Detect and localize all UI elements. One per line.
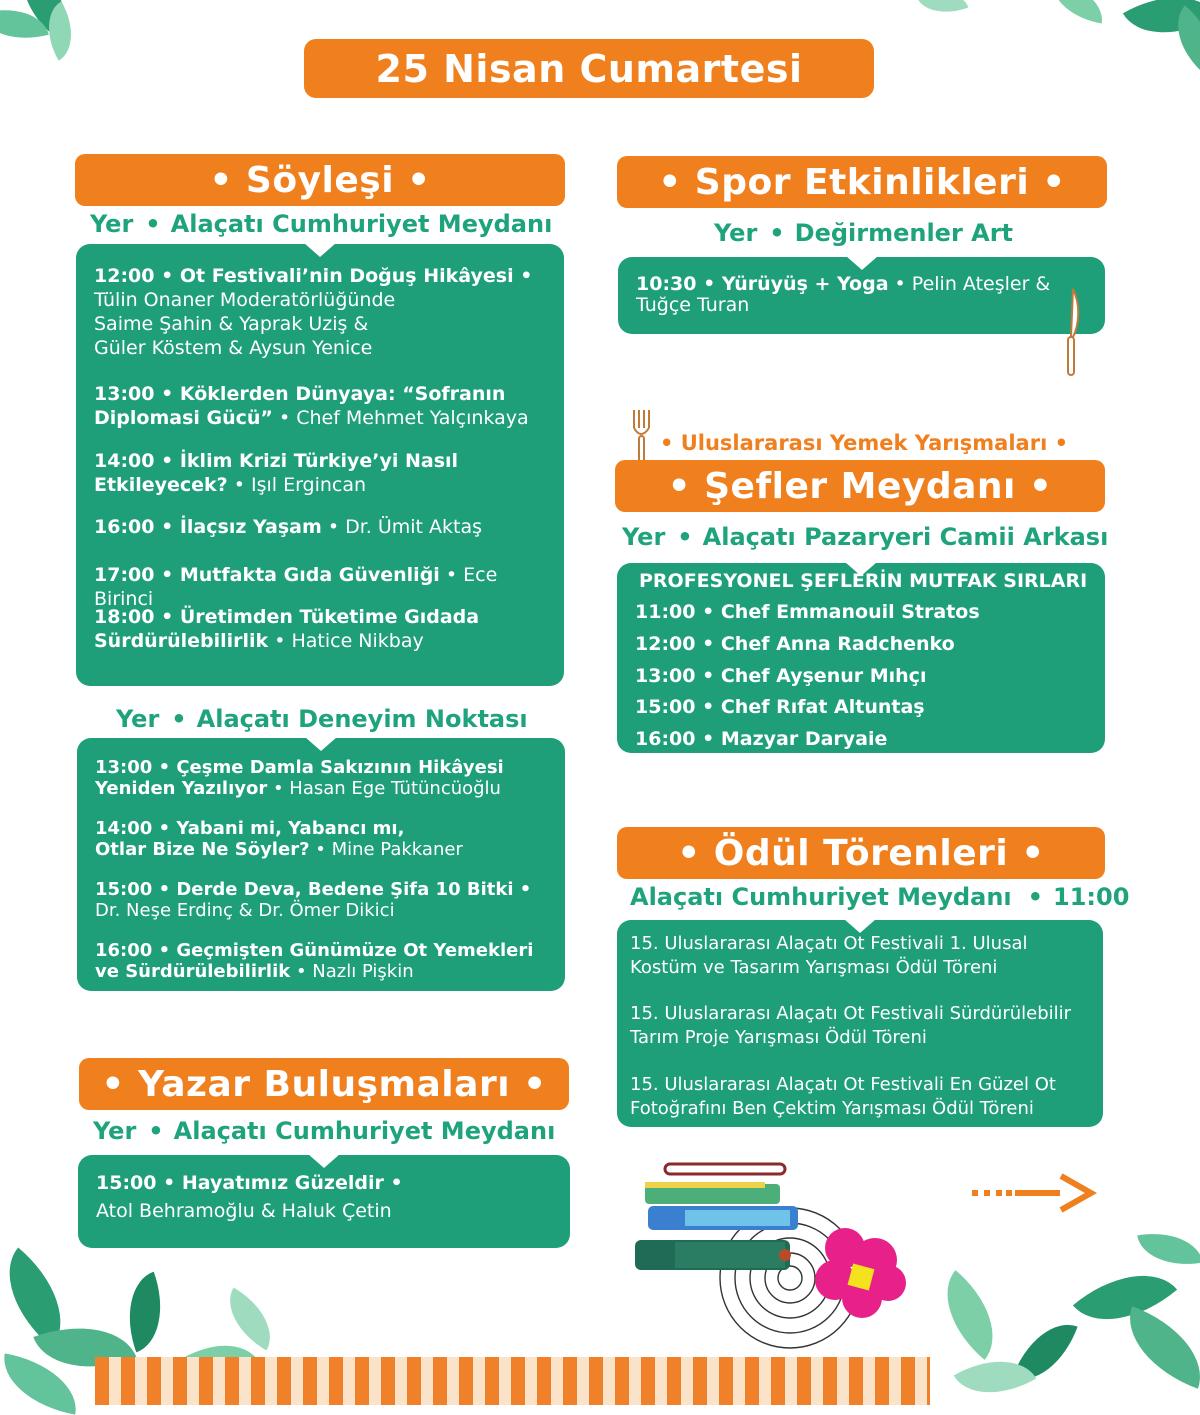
entry-speaker: Tülin Onaner Moderatörlüğünde Saime Şahin & Yaprak Uziş & Güler Köstem & Aysun Yenice <box>94 289 396 359</box>
box-notch <box>846 256 878 270</box>
schedule-entry <box>94 449 554 497</box>
entry-title: 15:00 • Hayatımız Güzeldir • <box>96 1172 403 1194</box>
sefler-subtitle: • Uluslararası Yemek Yarışmaları • <box>660 431 1069 455</box>
entry-speaker: • Nazlı Pişkin <box>290 961 414 982</box>
entry-speaker: • Hasan Ege Tütüncüoğlu <box>267 778 501 799</box>
box-notch <box>305 737 337 751</box>
soylesi-banner <box>75 154 565 206</box>
entry-speaker: • Pelin Ateşler & Tuğçe Turan <box>636 273 1051 316</box>
sefler-location: Yer • Alaçatı Pazaryeri Camii Arkası <box>622 523 1109 551</box>
entry-speaker: • Dr. Ümit Aktaş <box>321 516 483 538</box>
page-title: 25 Nisan Cumartesi <box>375 46 803 91</box>
sefler-title: • Şefler Meydanı • <box>667 465 1053 507</box>
entry-speaker: • Chef Mehmet Yalçınkaya <box>272 407 529 429</box>
location-label: Yer <box>90 210 134 238</box>
location-time: 11:00 <box>1053 883 1130 911</box>
location-place: Alaçatı Cumhuriyet Meydanı <box>173 1117 556 1145</box>
entry-title: 10:30 • Yürüyüş + Yoga <box>636 273 889 295</box>
location-label: Yer <box>622 523 666 551</box>
odul-banner <box>617 827 1105 879</box>
spor-title: • Spor Etkinlikleri • <box>658 161 1066 203</box>
yazar-location: Yer • Alaçatı Cumhuriyet Meydanı <box>93 1117 556 1145</box>
books-flower-illustration <box>630 1158 910 1358</box>
box-notch <box>304 243 336 257</box>
entry-title: 18:00 • Üretimden Tüketime Gıdada Sürdürülebilirlik <box>94 606 480 652</box>
location-place: Alaçatı Cumhuriyet Meydanı <box>630 883 1012 911</box>
odul-title: • Ödül Törenleri • <box>677 832 1045 874</box>
location-place: Değirmenler Art <box>794 219 1014 247</box>
entry-speaker: Atol Behramoğlu & Haluk Çetin <box>96 1200 392 1222</box>
spor-location: Yer • Değirmenler Art <box>714 219 1014 247</box>
schedule-entry: 15:00 • Chef Rıfat Altuntaş <box>635 696 925 718</box>
soylesi-title: • Söyleşi • <box>209 159 431 201</box>
date-header-banner <box>304 39 874 98</box>
schedule-entry <box>95 757 555 799</box>
schedule-entry: 13:00 • Chef Ayşenur Mıhçı <box>635 665 927 687</box>
entry-speaker: • Işıl Ergincan <box>227 474 367 496</box>
striped-ground-decoration <box>95 1357 930 1405</box>
award-entry: 15. Uluslararası Alaçatı Ot Festivali Sürdürülebilir Tarım Proje Yarışması Ödül Töreni <box>630 1003 1072 1048</box>
schedule-entry <box>95 818 555 860</box>
entry-speaker: • Ece Birinci <box>94 564 498 610</box>
entry-title: 17:00 • Mutfakta Gıda Güvenliği <box>94 564 440 586</box>
entry-speaker: • Hatice Nikbay <box>268 630 424 652</box>
yazar-schedule-box <box>78 1155 570 1248</box>
location-label: Yer <box>714 219 758 247</box>
entry-title: 14:00 • Yabani mi, Yabancı mı, Otlar Bize Ne Söyler? <box>95 818 405 860</box>
soylesi-location-1: Yer • Alaçatı Cumhuriyet Meydanı <box>90 210 553 238</box>
sefler-schedule-box <box>617 563 1105 753</box>
soylesi-location-2: Yer • Alaçatı Deneyim Noktası <box>116 705 528 733</box>
schedule-entry <box>94 605 554 653</box>
schedule-entry <box>95 879 555 921</box>
award-entry: 15. Uluslararası Alaçatı Ot Festivali 1. Ulusal Kostüm ve Tasarım Yarışması Ödül Töreni <box>630 933 1028 978</box>
entry-title: 13:00 • Köklerden Dünyaya: “Sofranın Diplomasi Gücü” <box>94 383 506 429</box>
spor-schedule-box <box>618 257 1105 334</box>
box-heading: PROFESYONEL ŞEFLERİN MUTFAK SIRLARI <box>639 570 1088 592</box>
yazar-title: • Yazar Buluşmaları • <box>101 1063 547 1105</box>
box-notch <box>844 919 876 933</box>
sefler-banner <box>615 460 1105 512</box>
schedule-entry: 16:00 • Mazyar Daryaie <box>635 728 888 750</box>
location-place: Alaçatı Pazaryeri Camii Arkası <box>702 523 1109 551</box>
odul-schedule-box <box>617 920 1103 1127</box>
schedule-entry <box>636 274 1095 316</box>
location-label: Yer <box>116 705 160 733</box>
box-notch <box>308 1154 340 1168</box>
entry-title: 15:00 • Derde Deva, Bedene Şifa 10 Bitki • <box>95 879 532 900</box>
yazar-banner <box>79 1058 569 1110</box>
schedule-entry: 11:00 • Chef Emmanouil Stratos <box>635 601 980 623</box>
entry-speaker: • Mine Pakkaner <box>309 839 463 860</box>
schedule-entry <box>94 264 554 360</box>
location-place: Alaçatı Cumhuriyet Meydanı <box>170 210 553 238</box>
schedule-entry <box>95 940 555 982</box>
schedule-entry <box>96 1169 560 1225</box>
location-place: Alaçatı Deneyim Noktası <box>196 705 528 733</box>
spor-banner <box>617 156 1107 208</box>
location-label: Yer <box>93 1117 137 1145</box>
entry-title: 16:00 • Geçmişten Günümüze Ot Yemekleri ve Sürdürülebilirlik <box>95 940 534 982</box>
schedule-entry: 12:00 • Chef Anna Radchenko <box>635 633 955 655</box>
soylesi-schedule-box-2 <box>77 738 565 991</box>
soylesi-schedule-box-1 <box>76 244 564 686</box>
schedule-entry <box>94 563 554 611</box>
entry-title: 12:00 • Ot Festivali’nin Doğuş Hikâyesi • <box>94 265 533 287</box>
entry-title: 16:00 • İlaçsız Yaşam <box>94 516 322 538</box>
schedule-entry <box>94 382 554 430</box>
entry-title: 13:00 • Çeşme Damla Sakızının Hikâyesi Yeniden Yazılıyor <box>95 757 504 799</box>
entry-speaker: Dr. Neşe Erdinç & Dr. Ömer Dikici <box>95 900 395 921</box>
entry-title: 14:00 • İklim Krizi Türkiye’yi Nasıl Etkileyecek? <box>94 450 459 496</box>
knife-icon <box>1055 285 1085 380</box>
schedule-entry <box>94 515 554 539</box>
odul-location: Alaçatı Cumhuriyet Meydanı • 11:00 <box>630 883 1130 911</box>
award-entry: 15. Uluslararası Alaçatı Ot Festivali En Güzel Ot Fotoğrafını Ben Çektim Yarışması Ödül Töreni <box>630 1074 1056 1119</box>
